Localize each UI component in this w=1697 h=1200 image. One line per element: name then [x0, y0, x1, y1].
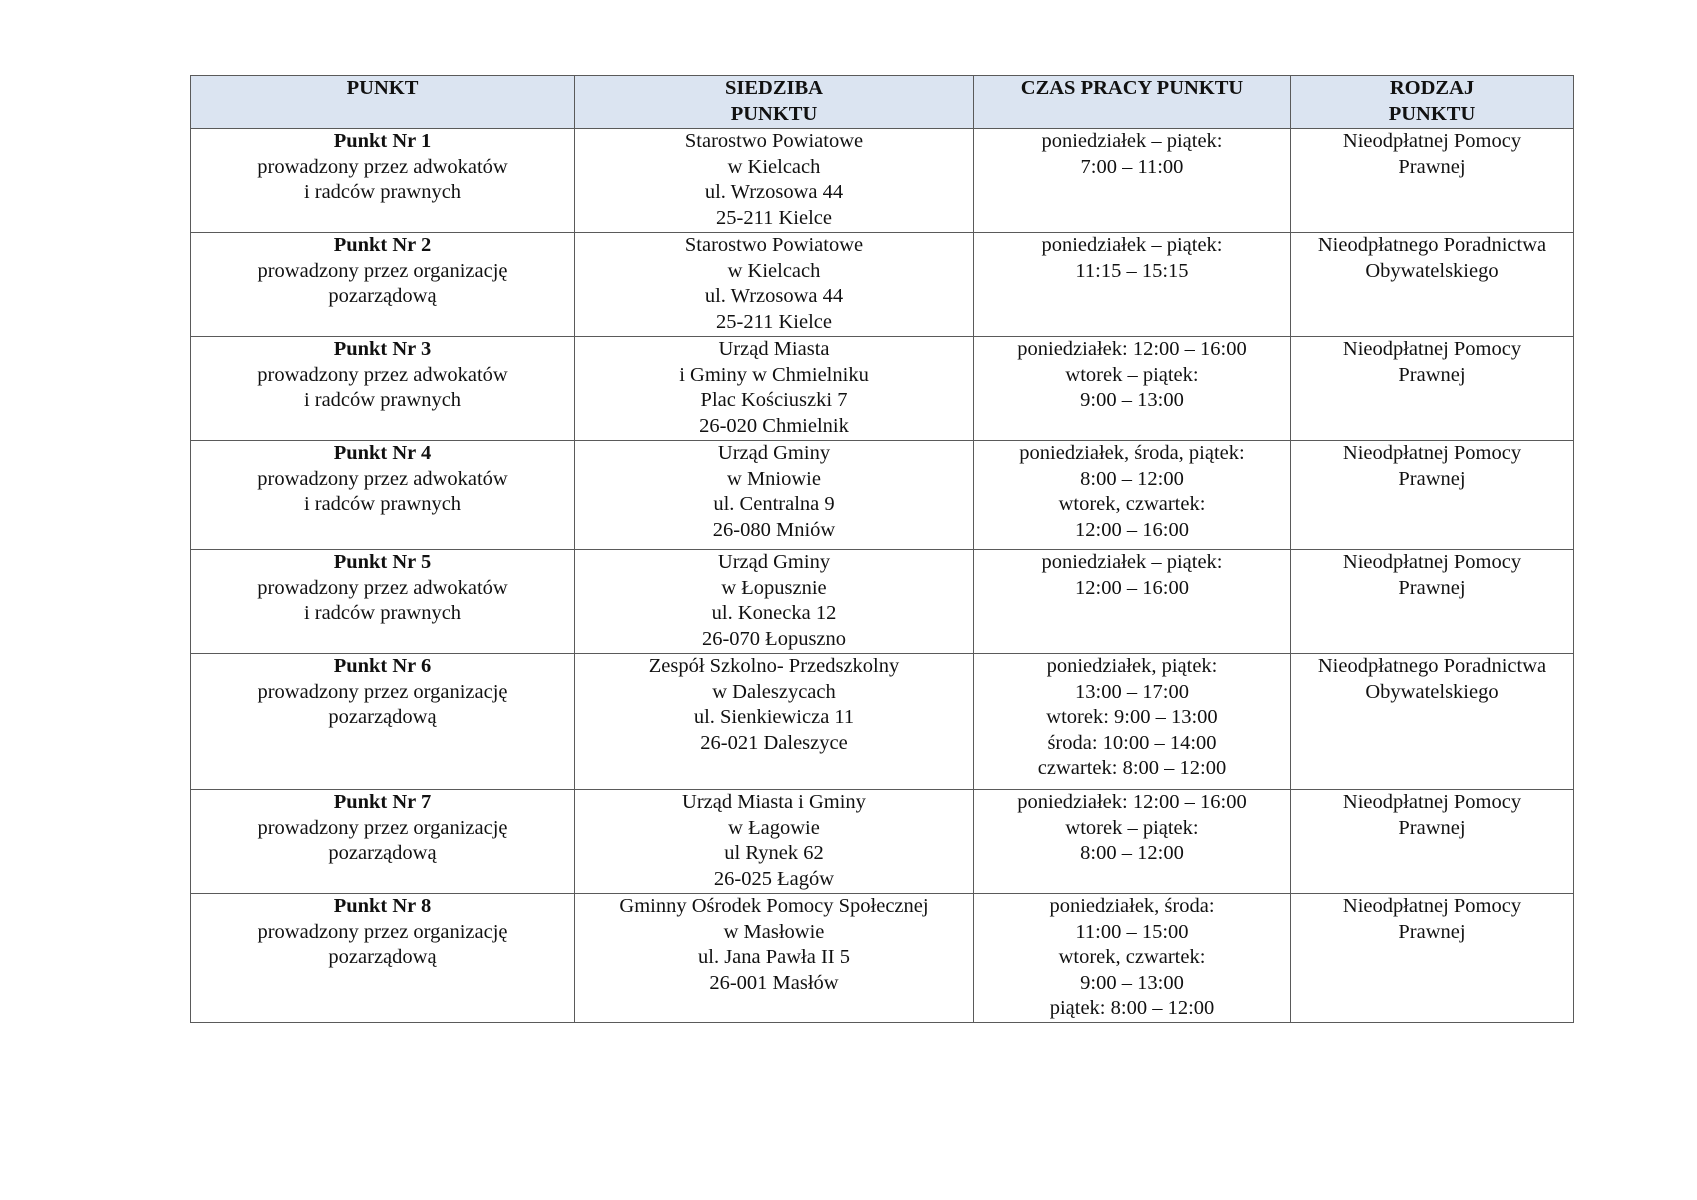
- cell-text: Prawnej: [1398, 363, 1466, 386]
- cell-text: Zespół Szkolno- Przedszkolny: [648, 655, 900, 677]
- cell-text: Nieodpłatnego Poradnictwa: [1317, 234, 1547, 256]
- cell-text: 12:00 – 16:00: [1075, 576, 1189, 599]
- point-number: Punkt Nr 7: [333, 791, 432, 813]
- siedziba-cell: [575, 129, 974, 233]
- cell-text: i radców prawnych: [303, 181, 462, 204]
- cell-text: czwartek: 8:00 – 12:00: [1037, 757, 1227, 780]
- header-rodzaj: RODZAJ PUNKTU: [1291, 76, 1574, 129]
- cell-text: Nieodpłatnej Pomocy: [1342, 895, 1522, 917]
- cell-text: 25-211 Kielce: [716, 206, 832, 229]
- cell-text: ul. Centralna 9: [713, 493, 835, 516]
- cell-text: 8:00 – 12:00: [1080, 842, 1184, 865]
- cell-text: prowadzony przez organizację: [257, 816, 508, 839]
- cell-text: 11:15 – 15:15: [1075, 259, 1189, 282]
- cell-text: 26-001 Masłów: [709, 971, 839, 994]
- cell-text: Prawnej: [1398, 155, 1466, 178]
- punkt-cell: [191, 233, 575, 337]
- cell-text: ul. Wrzosowa 44: [704, 285, 844, 308]
- cell-text: Urząd Miasta i Gminy: [682, 791, 866, 813]
- rodzaj-cell: [1291, 233, 1574, 337]
- table-row: [191, 894, 1574, 1023]
- cell-text: środa: 10:00 – 14:00: [1047, 731, 1217, 754]
- cell-text: 26-080 Mniów: [712, 518, 836, 541]
- table-row: [191, 233, 1574, 337]
- cell-text: pozarządową: [328, 706, 437, 729]
- point-number: Punkt Nr 5: [333, 551, 432, 573]
- point-number: Punkt Nr 6: [333, 655, 432, 677]
- cell-text: prowadzony przez organizację: [257, 920, 508, 943]
- czas-pracy-cell: [974, 550, 1291, 654]
- cell-text: Plac Kościuszki 7: [700, 389, 848, 412]
- cell-text: Urząd Gminy: [717, 551, 831, 573]
- punkt-cell: [191, 337, 575, 441]
- cell-text: 9:00 – 13:00: [1080, 389, 1184, 412]
- punkt-cell: [191, 129, 575, 233]
- cell-text: poniedziałek, środa, piątek:: [1019, 442, 1245, 464]
- siedziba-cell: [575, 441, 974, 550]
- cell-text: 7:00 – 11:00: [1080, 155, 1184, 178]
- punkt-cell: [191, 441, 575, 550]
- table-header-row: [191, 76, 1574, 129]
- cell-text: prowadzony przez adwokatów: [257, 155, 508, 178]
- cell-text: prowadzony przez organizację: [257, 680, 508, 703]
- cell-text: Nieodpłatnej Pomocy: [1342, 442, 1522, 464]
- cell-text: prowadzony przez adwokatów: [257, 363, 508, 386]
- cell-text: pozarządową: [328, 285, 437, 308]
- rodzaj-cell: [1291, 337, 1574, 441]
- point-number: Punkt Nr 1: [333, 130, 432, 152]
- cell-text: ul. Wrzosowa 44: [704, 181, 844, 204]
- siedziba-cell: [575, 233, 974, 337]
- siedziba-cell: [575, 790, 974, 894]
- cell-text: 11:00 – 15:00: [1075, 920, 1189, 943]
- cell-text: wtorek – piątek:: [1065, 363, 1199, 386]
- table-row: [191, 441, 1574, 550]
- cell-text: 8:00 – 12:00: [1080, 467, 1184, 490]
- cell-text: Prawnej: [1398, 467, 1466, 490]
- cell-text: Obywatelskiego: [1365, 680, 1499, 703]
- cell-text: pozarządową: [328, 842, 437, 865]
- cell-text: poniedziałek, piątek:: [1046, 655, 1218, 677]
- table-row: [191, 550, 1574, 654]
- cell-text: 26-020 Chmielnik: [699, 414, 849, 437]
- cell-text: prowadzony przez adwokatów: [257, 576, 508, 599]
- point-number: Punkt Nr 2: [333, 234, 432, 256]
- cell-text: Prawnej: [1398, 816, 1466, 839]
- cell-text: Nieodpłatnej Pomocy: [1342, 551, 1522, 573]
- cell-text: 26-025 Łagów: [713, 867, 835, 890]
- cell-text: Starostwo Powiatowe: [684, 130, 864, 152]
- cell-text: poniedziałek – piątek:: [1041, 551, 1223, 573]
- cell-text: prowadzony przez adwokatów: [257, 467, 508, 490]
- cell-text: ul. Jana Pawła II 5: [698, 946, 850, 969]
- punkt-cell: [191, 550, 575, 654]
- cell-text: i radców prawnych: [303, 389, 462, 412]
- cell-text: Prawnej: [1398, 576, 1466, 599]
- siedziba-cell: [575, 654, 974, 790]
- punkt-cell: [191, 654, 575, 790]
- table-body: [191, 129, 1574, 1023]
- rodzaj-cell: [1291, 129, 1574, 233]
- cell-text: Urząd Gminy: [717, 442, 831, 464]
- czas-pracy-cell: [974, 654, 1291, 790]
- cell-text: w Łagowie: [728, 816, 820, 839]
- legal-aid-points-table: [190, 75, 1574, 1023]
- cell-text: Urząd Miasta: [718, 338, 830, 360]
- header-siedziba: SIEDZIBA PUNKTU: [575, 76, 974, 129]
- cell-text: Nieodpłatnej Pomocy: [1342, 338, 1522, 360]
- siedziba-cell: [575, 550, 974, 654]
- cell-text: prowadzony przez organizację: [257, 259, 508, 282]
- cell-text: i Gminy w Chmielniku: [679, 363, 869, 386]
- rodzaj-cell: [1291, 441, 1574, 550]
- czas-pracy-cell: [974, 337, 1291, 441]
- czas-pracy-cell: [974, 233, 1291, 337]
- cell-text: pozarządową: [328, 946, 437, 969]
- cell-text: i radców prawnych: [303, 602, 462, 625]
- cell-text: w Kielcach: [727, 155, 821, 178]
- siedziba-cell: [575, 337, 974, 441]
- cell-text: 13:00 – 17:00: [1075, 680, 1189, 703]
- point-number: Punkt Nr 4: [333, 442, 432, 464]
- cell-text: w Kielcach: [727, 259, 821, 282]
- cell-text: wtorek: 9:00 – 13:00: [1046, 706, 1218, 729]
- cell-text: Nieodpłatnej Pomocy: [1342, 791, 1522, 813]
- table-row: [191, 129, 1574, 233]
- rodzaj-cell: [1291, 790, 1574, 894]
- point-number: Punkt Nr 8: [333, 895, 432, 917]
- cell-text: 26-021 Daleszyce: [700, 731, 848, 754]
- table-row: [191, 654, 1574, 790]
- cell-text: i radców prawnych: [303, 493, 462, 516]
- point-number: Punkt Nr 3: [333, 338, 432, 360]
- cell-text: 25-211 Kielce: [716, 310, 832, 333]
- header-punkt: PUNKT: [191, 76, 575, 129]
- cell-text: poniedziałek: 12:00 – 16:00: [1017, 791, 1247, 813]
- cell-text: poniedziałek – piątek:: [1041, 130, 1223, 152]
- cell-text: 26-070 Łopuszno: [701, 627, 847, 650]
- rodzaj-cell: [1291, 550, 1574, 654]
- cell-text: Prawnej: [1398, 920, 1466, 943]
- cell-text: w Łopusznie: [721, 576, 827, 599]
- punkt-cell: [191, 790, 575, 894]
- czas-pracy-cell: [974, 441, 1291, 550]
- cell-text: Gminny Ośrodek Pomocy Społecznej: [619, 895, 929, 917]
- cell-text: 12:00 – 16:00: [1075, 518, 1189, 541]
- cell-text: Nieodpłatnego Poradnictwa: [1317, 655, 1547, 677]
- czas-pracy-cell: [974, 129, 1291, 233]
- cell-text: ul. Konecka 12: [711, 602, 837, 625]
- cell-text: Starostwo Powiatowe: [684, 234, 864, 256]
- cell-text: 9:00 – 13:00: [1080, 971, 1184, 994]
- cell-text: Nieodpłatnej Pomocy: [1342, 130, 1522, 152]
- rodzaj-cell: [1291, 894, 1574, 1023]
- cell-text: w Mniowie: [727, 467, 821, 490]
- rodzaj-cell: [1291, 654, 1574, 790]
- cell-text: ul Rynek 62: [724, 842, 824, 865]
- cell-text: piątek: 8:00 – 12:00: [1049, 997, 1215, 1020]
- cell-text: poniedziałek, środa:: [1049, 895, 1215, 917]
- cell-text: w Masłowie: [723, 920, 825, 943]
- cell-text: poniedziałek – piątek:: [1041, 234, 1223, 256]
- czas-pracy-cell: [974, 894, 1291, 1023]
- punkt-cell: [191, 894, 575, 1023]
- cell-text: w Daleszycach: [712, 680, 836, 703]
- cell-text: poniedziałek: 12:00 – 16:00: [1017, 338, 1247, 360]
- header-czas-pracy: CZAS PRACY PUNKTU: [974, 76, 1291, 129]
- cell-text: wtorek, czwartek:: [1058, 946, 1206, 969]
- cell-text: wtorek, czwartek:: [1058, 493, 1206, 516]
- siedziba-cell: [575, 894, 974, 1023]
- table-row: [191, 337, 1574, 441]
- cell-text: ul. Sienkiewicza 11: [693, 706, 855, 729]
- table-row: [191, 790, 1574, 894]
- czas-pracy-cell: [974, 790, 1291, 894]
- cell-text: Obywatelskiego: [1365, 259, 1499, 282]
- cell-text: wtorek – piątek:: [1065, 816, 1199, 839]
